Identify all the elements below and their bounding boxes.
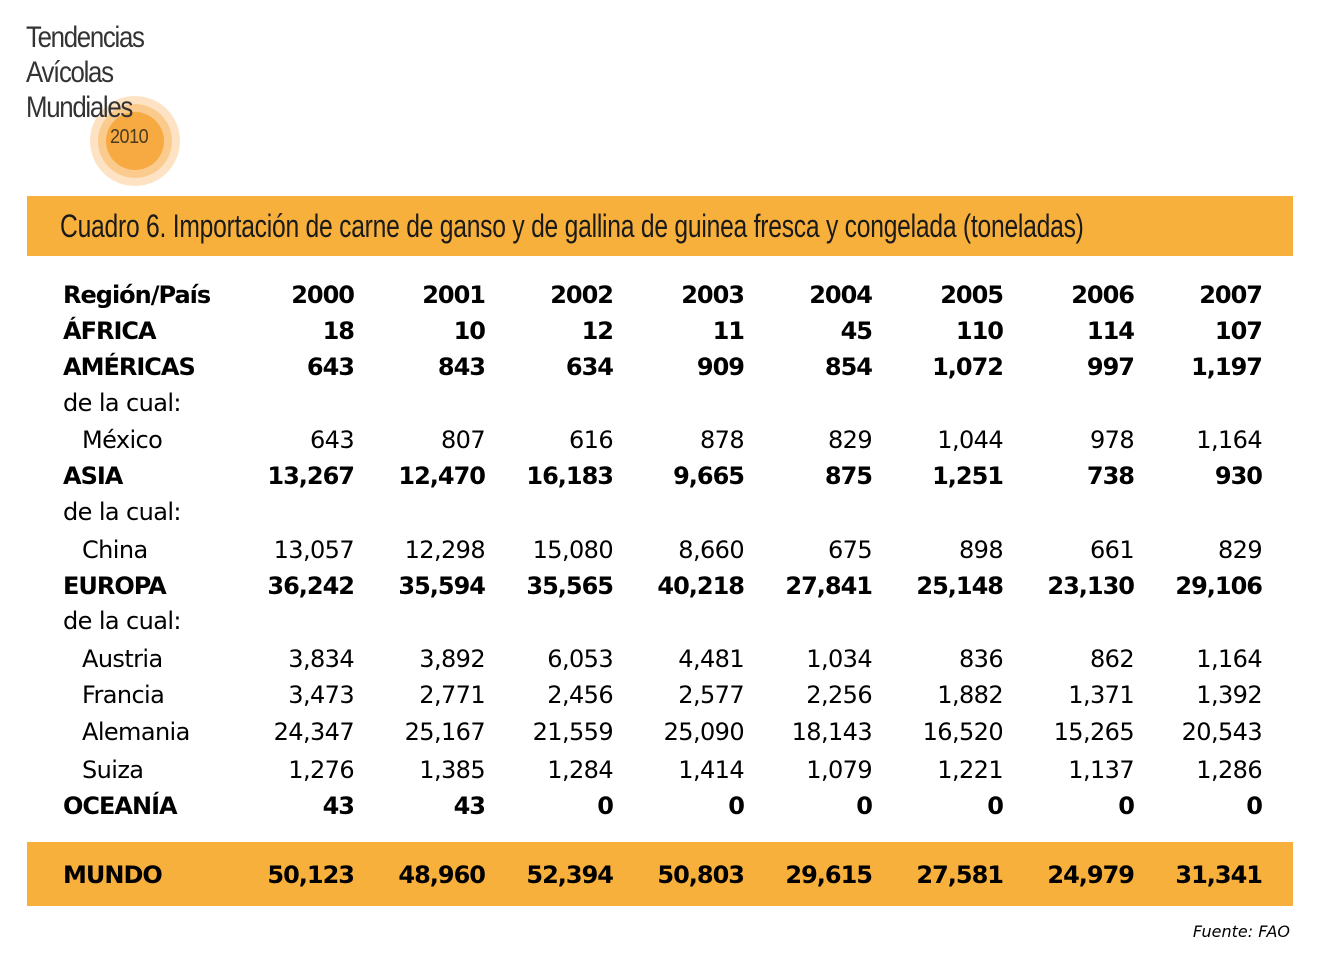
subheading-row xyxy=(27,493,1293,531)
value-cell: 661 xyxy=(1089,536,1134,564)
table-header-row xyxy=(27,276,1293,312)
value-cell: 43 xyxy=(453,792,485,820)
logo-line-3: Mundiales xyxy=(26,91,132,124)
value-cell: 11 xyxy=(712,317,744,345)
value-cell: 1,164 xyxy=(1196,645,1262,673)
total-value-cell: 27,581 xyxy=(916,861,1003,889)
value-cell: 25,148 xyxy=(916,572,1003,600)
row-label: EUROPA xyxy=(63,572,166,600)
value-cell: 114 xyxy=(1086,317,1134,345)
value-cell: 854 xyxy=(824,353,872,381)
value-cell: 1,164 xyxy=(1196,426,1262,454)
value-cell: 862 xyxy=(1089,645,1134,673)
value-cell: 1,079 xyxy=(806,756,872,784)
value-cell: 0 xyxy=(597,792,613,820)
logo xyxy=(26,20,196,180)
header-year: 2005 xyxy=(940,281,1003,309)
region-row xyxy=(27,567,1293,602)
country-row xyxy=(27,751,1293,787)
value-cell: 35,594 xyxy=(398,572,485,600)
value-cell: 13,267 xyxy=(267,462,354,490)
header-year: 2002 xyxy=(550,281,613,309)
value-cell: 1,882 xyxy=(937,681,1003,709)
header-year: 2001 xyxy=(422,281,485,309)
row-label: Austria xyxy=(82,645,163,673)
value-cell: 0 xyxy=(1118,792,1134,820)
header-year: 2006 xyxy=(1071,281,1134,309)
total-value-cell: 50,123 xyxy=(267,861,354,889)
value-cell: 35,565 xyxy=(526,572,613,600)
value-cell: 875 xyxy=(824,462,872,490)
value-cell: 15,265 xyxy=(1053,718,1134,746)
value-cell: 738 xyxy=(1086,462,1134,490)
row-label: China xyxy=(82,536,148,564)
value-cell: 2,456 xyxy=(547,681,613,709)
value-cell: 3,473 xyxy=(288,681,354,709)
value-cell: 27,841 xyxy=(785,572,872,600)
header-year: 2000 xyxy=(291,281,354,309)
row-label: de la cual: xyxy=(63,498,181,526)
row-label: ASIA xyxy=(63,462,123,490)
value-cell: 21,559 xyxy=(532,718,613,746)
value-cell: 45 xyxy=(840,317,872,345)
total-bar xyxy=(27,842,1293,906)
title-bar xyxy=(27,196,1293,256)
value-cell: 807 xyxy=(440,426,485,454)
value-cell: 1,286 xyxy=(1196,756,1262,784)
country-row xyxy=(27,531,1293,567)
value-cell: 843 xyxy=(437,353,485,381)
header-year: 2004 xyxy=(809,281,872,309)
value-cell: 40,218 xyxy=(657,572,744,600)
value-cell: 2,771 xyxy=(419,681,485,709)
value-cell: 2,577 xyxy=(678,681,744,709)
subheading-row xyxy=(27,602,1293,640)
total-value-cell: 31,341 xyxy=(1175,861,1262,889)
value-cell: 12 xyxy=(581,317,613,345)
value-cell: 0 xyxy=(1246,792,1262,820)
row-label: de la cual: xyxy=(63,389,181,417)
value-cell: 18,143 xyxy=(791,718,872,746)
country-row xyxy=(27,676,1293,713)
row-label: AMÉRICAS xyxy=(63,353,195,381)
value-cell: 107 xyxy=(1214,317,1262,345)
value-cell: 23,130 xyxy=(1047,572,1134,600)
value-cell: 2,256 xyxy=(806,681,872,709)
value-cell: 0 xyxy=(728,792,744,820)
value-cell: 29,106 xyxy=(1175,572,1262,600)
value-cell: 4,481 xyxy=(678,645,744,673)
value-cell: 3,834 xyxy=(288,645,354,673)
row-label: Suiza xyxy=(82,756,144,784)
value-cell: 1,284 xyxy=(547,756,613,784)
value-cell: 1,034 xyxy=(806,645,872,673)
header-year: 2003 xyxy=(681,281,744,309)
value-cell: 878 xyxy=(699,426,744,454)
subheading-row xyxy=(27,384,1293,421)
value-cell: 997 xyxy=(1086,353,1134,381)
value-cell: 15,080 xyxy=(532,536,613,564)
country-row xyxy=(27,421,1293,457)
value-cell: 1,414 xyxy=(678,756,744,784)
row-label: Francia xyxy=(82,681,165,709)
row-label: México xyxy=(82,426,163,454)
row-label: de la cual: xyxy=(63,607,181,635)
value-cell: 616 xyxy=(568,426,613,454)
value-cell: 16,183 xyxy=(526,462,613,490)
data-table xyxy=(27,276,1293,821)
value-cell: 1,197 xyxy=(1191,353,1262,381)
value-cell: 829 xyxy=(827,426,872,454)
value-cell: 1,221 xyxy=(937,756,1003,784)
total-value-cell: 24,979 xyxy=(1047,861,1134,889)
value-cell: 8,660 xyxy=(678,536,744,564)
total-value-cell: 50,803 xyxy=(657,861,744,889)
value-cell: 25,167 xyxy=(404,718,485,746)
value-cell: 829 xyxy=(1217,536,1262,564)
value-cell: 643 xyxy=(306,353,354,381)
value-cell: 16,520 xyxy=(922,718,1003,746)
value-cell: 9,665 xyxy=(673,462,744,490)
source-note: Fuente: FAO xyxy=(1192,922,1290,941)
value-cell: 978 xyxy=(1089,426,1134,454)
total-label: MUNDO xyxy=(63,861,162,889)
row-label: ÁFRICA xyxy=(63,317,156,345)
value-cell: 836 xyxy=(958,645,1003,673)
value-cell: 1,276 xyxy=(288,756,354,784)
header-year: 2007 xyxy=(1199,281,1262,309)
logo-line-1: Tendencias xyxy=(26,21,144,54)
value-cell: 898 xyxy=(958,536,1003,564)
value-cell: 643 xyxy=(309,426,354,454)
value-cell: 1,371 xyxy=(1068,681,1134,709)
value-cell: 930 xyxy=(1214,462,1262,490)
region-row xyxy=(27,312,1293,348)
value-cell: 1,072 xyxy=(932,353,1003,381)
total-row xyxy=(27,856,1293,892)
value-cell: 634 xyxy=(565,353,613,381)
logo-year: 2010 xyxy=(110,126,149,148)
row-label: OCEANÍA xyxy=(63,792,177,820)
value-cell: 12,470 xyxy=(398,462,485,490)
value-cell: 43 xyxy=(322,792,354,820)
value-cell: 36,242 xyxy=(267,572,354,600)
total-value-cell: 29,615 xyxy=(785,861,872,889)
logo-line-2: Avícolas xyxy=(26,56,113,89)
value-cell: 24,347 xyxy=(273,718,354,746)
total-value-cell: 52,394 xyxy=(526,861,613,889)
country-row xyxy=(27,640,1293,676)
region-row xyxy=(27,787,1293,821)
row-label: Alemania xyxy=(82,718,190,746)
total-value-cell: 48,960 xyxy=(398,861,485,889)
region-row xyxy=(27,348,1293,384)
table-title: Cuadro 6. Importación de carne de ganso y de gallina de guinea fresca y congelada (toneladas) xyxy=(60,208,1084,244)
value-cell: 1,385 xyxy=(419,756,485,784)
value-cell: 675 xyxy=(827,536,872,564)
value-cell: 1,137 xyxy=(1068,756,1134,784)
value-cell: 110 xyxy=(955,317,1003,345)
value-cell: 12,298 xyxy=(404,536,485,564)
value-cell: 6,053 xyxy=(547,645,613,673)
value-cell: 1,251 xyxy=(932,462,1003,490)
value-cell: 25,090 xyxy=(663,718,744,746)
header-region-label: Región/País xyxy=(63,281,211,309)
country-row xyxy=(27,713,1293,751)
region-row xyxy=(27,457,1293,493)
value-cell: 18 xyxy=(322,317,354,345)
logo-text xyxy=(26,20,144,125)
value-cell: 1,392 xyxy=(1196,681,1262,709)
value-cell: 20,543 xyxy=(1181,718,1262,746)
value-cell: 909 xyxy=(696,353,744,381)
value-cell: 0 xyxy=(987,792,1003,820)
value-cell: 0 xyxy=(856,792,872,820)
value-cell: 13,057 xyxy=(273,536,354,564)
value-cell: 3,892 xyxy=(419,645,485,673)
value-cell: 10 xyxy=(453,317,485,345)
value-cell: 1,044 xyxy=(937,426,1003,454)
